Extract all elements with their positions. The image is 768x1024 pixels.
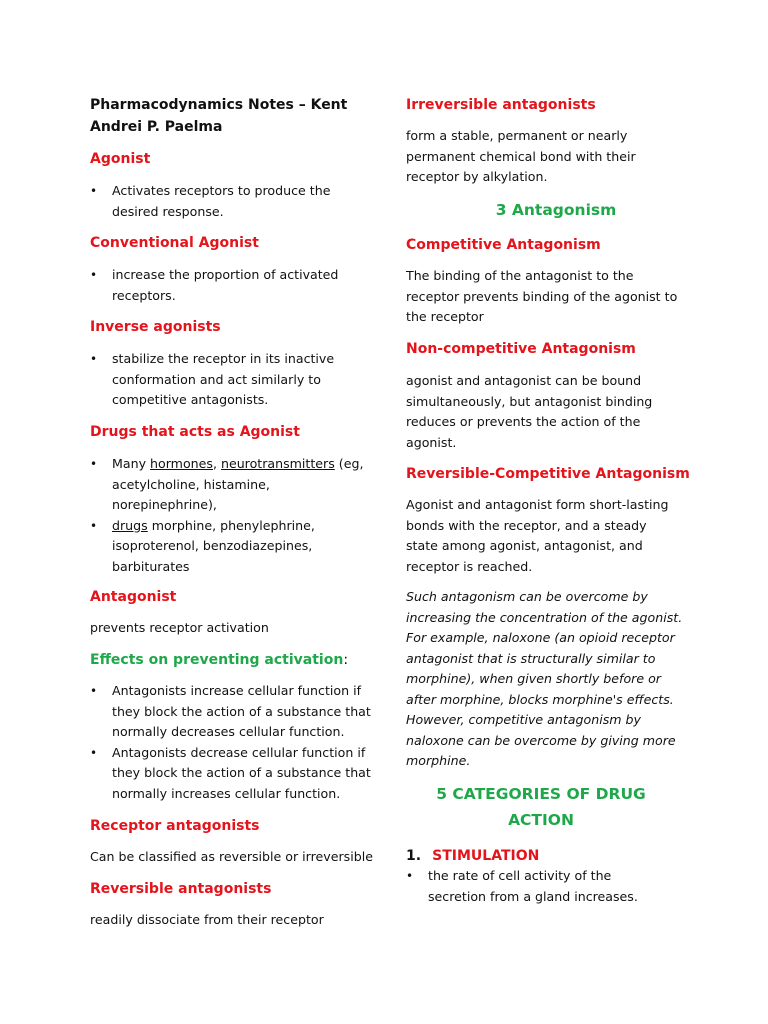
- heading-noncompetitive: Non-competitive Antagonism: [406, 341, 636, 357]
- heading-conventional-agonist: Conventional Agonist: [90, 235, 259, 251]
- antagonist-text: prevents receptor activation: [90, 620, 269, 635]
- stimulation-heading: [406, 845, 706, 866]
- bullet-icon: •: [90, 268, 98, 282]
- heading-antagonist: Antagonist: [90, 589, 177, 605]
- drugs-link[interactable]: drugs: [112, 517, 148, 533]
- reversible-competitive-italic: Such antagonism can be overcome by increasing the concentration of the agonist. For example, naloxone (an opioid receptor antagonist that is structurally similar to morphine), when given shortly before or after morphine, blocks morphine's effects. However, competitive antagonism by naloxone can be overcome by giving more morphine.: [406, 589, 683, 768]
- conventional-list: [90, 265, 375, 306]
- categories-line-2: ACTION: [508, 811, 574, 829]
- competitive-text: The binding of the antagonist to the receptor prevents binding of the agonist to the receptor: [406, 268, 678, 324]
- reversible-competitive-text: Agonist and antagonist form short-lasting bonds with the receptor, and a steady state among agonist, antagonist, and receptor is reached.: [406, 497, 669, 574]
- list-item: • Antagonists increase cellular function if they block the action of a substance that normally decreases cellular function.: [90, 683, 371, 739]
- document-title: [90, 94, 375, 138]
- bullet-icon: •: [90, 457, 98, 471]
- list-item: • increase the proportion of activated receptors.: [90, 267, 339, 303]
- title-line-2: Andrei P. Paelma: [90, 119, 223, 135]
- list-item: • the rate of cell activity of the secretion from a gland increases.: [406, 868, 638, 904]
- heading-inverse-agonists: Inverse agonists: [90, 319, 221, 335]
- categories-line-1: 5 CATEGORIES OF DRUG: [436, 785, 646, 803]
- heading-effects: Effects on preventing activation:: [90, 652, 349, 668]
- list-item: • drugs morphine, phenylephrine, isoproterenol, benzodiazepines, barbiturates: [90, 517, 315, 574]
- agonist-list: [90, 181, 375, 222]
- stimulation-number: 1.: [406, 848, 422, 864]
- effects-list: [90, 681, 375, 804]
- reversible-antagonists-text: readily dissociate from their receptor: [90, 912, 324, 927]
- antagonism-title: 3 Antagonism: [495, 201, 617, 219]
- heading-reversible-antagonists: Reversible antagonists: [90, 881, 272, 897]
- list-item: • Many hormones, neurotransmitters (eg, acetylcholine, histamine, norepinephrine),: [90, 456, 364, 512]
- stimulation-list: [406, 866, 668, 907]
- neurotransmitters-link[interactable]: neurotransmitters: [220, 456, 335, 471]
- stimulation-label: STIMULATION: [432, 848, 540, 864]
- heading-receptor-antagonists: Receptor antagonists: [90, 818, 260, 834]
- heading-competitive: Competitive Antagonism: [406, 237, 601, 253]
- bullet-icon: •: [90, 684, 98, 698]
- heading-reversible-competitive: Reversible-Competitive Antagonism: [406, 466, 690, 482]
- bullet-icon: •: [90, 518, 98, 533]
- inverse-list: [90, 349, 375, 411]
- list-item: • Activates receptors to produce the desired response.: [90, 183, 331, 219]
- bullet-icon: •: [406, 869, 414, 883]
- title-line-1: Pharmacodynamics Notes – Kent: [90, 97, 348, 113]
- list-item: • Antagonists decrease cellular function if they block the action of a substance that normally increases cellular function.: [90, 744, 371, 801]
- heading-irreversible-antagonists: Irreversible antagonists: [406, 97, 596, 113]
- list-item: • stabilize the receptor in its inactive conformation and act similarly to competitive antagonists.: [90, 351, 335, 407]
- bullet-icon: •: [90, 184, 98, 198]
- irreversible-text: form a stable, permanent or nearly permanent chemical bond with their receptor by alkylation.: [406, 128, 636, 184]
- categories-title: [406, 781, 676, 833]
- bullet-icon: •: [90, 745, 98, 760]
- receptor-antagonists-text: Can be classified as reversible or irreversible: [90, 849, 373, 864]
- heading-drugs-agonist: Drugs that acts as Agonist: [90, 424, 300, 440]
- heading-agonist: Agonist: [90, 151, 151, 167]
- bullet-icon: •: [90, 352, 98, 366]
- hormones-link[interactable]: hormones: [150, 456, 213, 471]
- noncompetitive-text: agonist and antagonist can be bound simultaneously, but antagonist binding reduces or prevents the action of the agonist.: [406, 373, 653, 450]
- drugs-agonist-list: [90, 454, 375, 577]
